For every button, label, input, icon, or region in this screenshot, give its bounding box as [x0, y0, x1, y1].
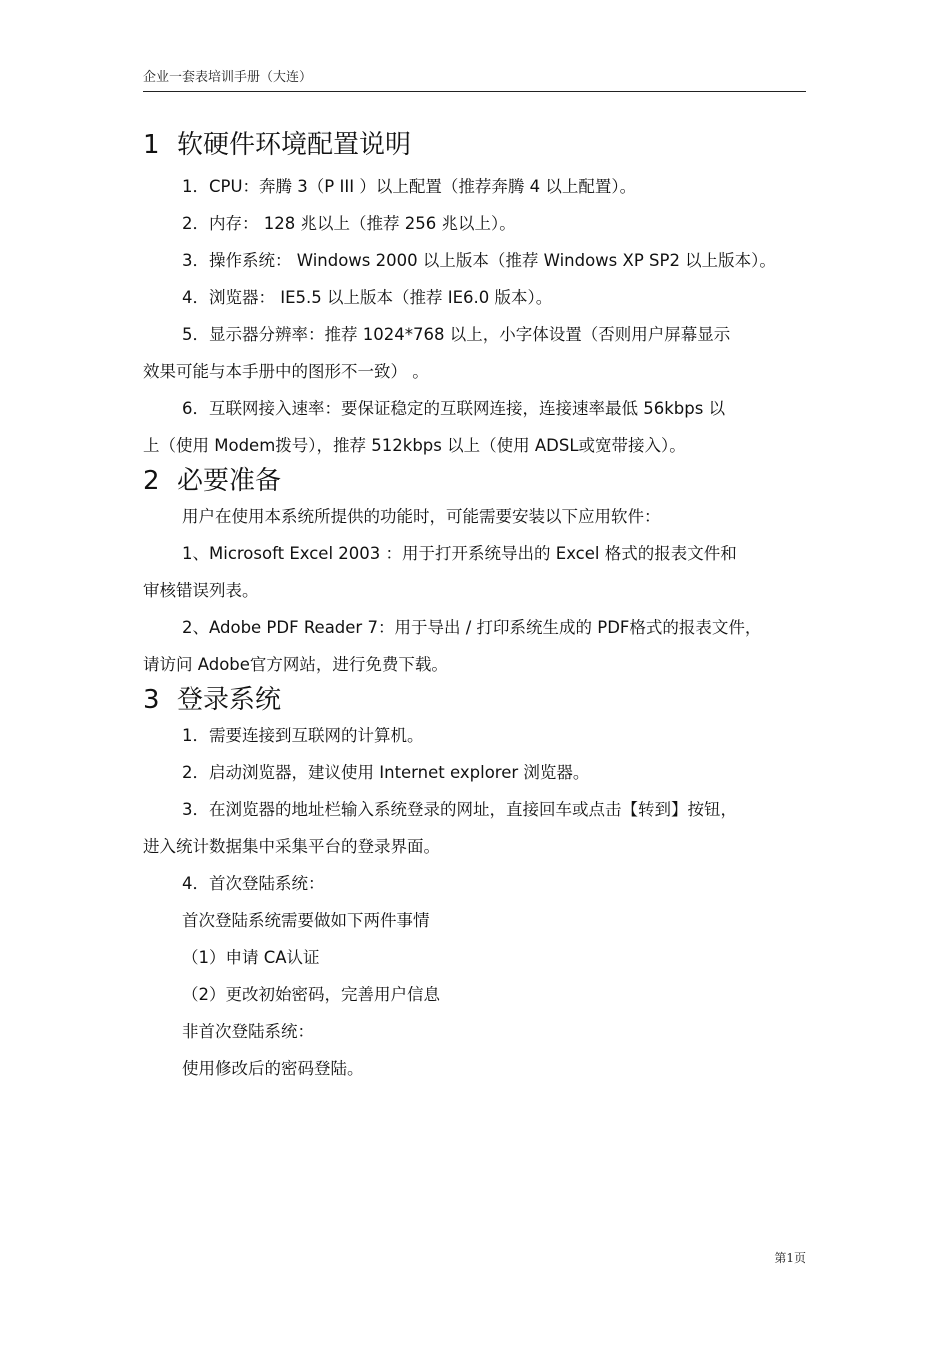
section-title: 必要准备 [177, 466, 282, 496]
paragraph: 1、Microsoft Excel 2003 ：用于打开系统导出的 Excel 格式的报表文件和 [182, 544, 737, 563]
paragraph: 1．CPU：奔腾 3（P III ）以上配置（推荐奔腾 4 以上配置）。 [182, 177, 637, 196]
section-heading [143, 128, 806, 162]
paragraph: 首次登陆系统需要做如下两件事情 [182, 911, 430, 930]
page-number: 第1页 [774, 1251, 806, 1265]
section-number: 3 [143, 685, 160, 715]
paragraph: （1）申请 CA认证 [182, 948, 320, 967]
paragraph: 2、Adobe PDF Reader 7：用于导出 / 打印系统生成的 PDF格式的报表文件， [182, 618, 762, 637]
paragraph: 审核错误列表。 [143, 581, 259, 600]
paragraph: 2．启动浏览器，建议使用 Internet explorer 浏览器。 [182, 763, 590, 782]
paragraph: 6．互联网接入速率：要保证稳定的互联网连接，连接速率最低 56kbps 以 [182, 399, 726, 418]
paragraph: 4．首次登陆系统： [182, 874, 325, 893]
section-title: 软硬件环境配置说明 [177, 130, 412, 160]
section-heading [143, 683, 806, 717]
section-title: 登录系统 [177, 685, 282, 715]
paragraph: 上（使用 Modem拨号），推荐 512kbps 以上（使用 ADSL或宽带接入）。 [143, 436, 686, 455]
paragraph: 请访问 Adobe官方网站，进行免费下载。 [143, 655, 448, 674]
paragraph: 非首次登陆系统： [182, 1022, 314, 1041]
page-header [143, 66, 806, 92]
section-number: 2 [143, 466, 160, 496]
paragraph: 3．在浏览器的地址栏输入系统登录的网址，直接回车或点击【转到】按钮， [182, 800, 737, 819]
paragraph: 用户在使用本系统所提供的功能时，可能需要安装以下应用软件： [182, 507, 661, 526]
section-number: 1 [143, 130, 160, 160]
paragraph: （2）更改初始密码，完善用户信息 [182, 985, 440, 1004]
paragraph: 5．显示器分辨率：推荐 1024*768 以上，小字体设置（否则用户屏幕显示 [182, 325, 731, 344]
document-body [143, 128, 806, 1087]
paragraph: 3．操作系统： Windows 2000 以上版本（推荐 Windows XP SP2 以上版本）。 [182, 251, 776, 270]
section-heading [143, 464, 806, 498]
paragraph: 使用修改后的密码登陆。 [182, 1059, 364, 1078]
paragraph: 1．需要连接到互联网的计算机。 [182, 726, 424, 745]
paragraph: 进入统计数据集中采集平台的登录界面。 [143, 837, 440, 856]
paragraph: 4．浏览器： IE5.5 以上版本（推荐 IE6.0 版本）。 [182, 288, 553, 307]
header-title: 企业一套表培训手册（大连） [143, 70, 313, 85]
paragraph: 2．内存： 128 兆以上（推荐 256 兆以上）。 [182, 214, 516, 233]
paragraph: 效果可能与本手册中的图形不一致） 。 [143, 362, 429, 381]
